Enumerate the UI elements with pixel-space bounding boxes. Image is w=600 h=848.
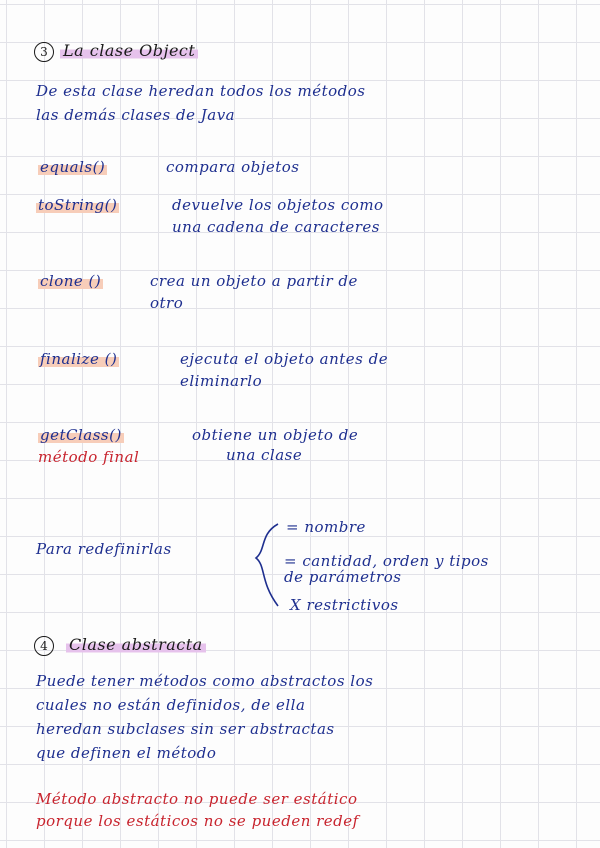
method-clone-desc-2: otro <box>150 294 184 312</box>
intro-line-1: De esta clase heredan todos los métodos <box>36 82 366 100</box>
redefine-label: Para redefinirlas <box>36 540 172 558</box>
method-tostring <box>36 196 119 214</box>
abstract-line-1: Puede tener métodos como abstractos los <box>36 672 374 690</box>
intro-line-2: las demás clases de Java <box>36 106 236 124</box>
method-clone-desc-1: crea un objeto a partir de <box>150 272 358 290</box>
method-finalize-name: finalize () <box>40 350 118 368</box>
method-tostring-name: toString() <box>38 196 118 214</box>
method-getclass-note: método final <box>38 448 140 466</box>
abstract-line-4: que definen el método <box>36 744 217 762</box>
method-finalize-desc-1: ejecuta el objeto antes de <box>180 350 389 368</box>
method-equals-name: equals() <box>40 158 106 176</box>
abstract-line-3: heredan subclases sin ser abstractas <box>36 720 335 738</box>
method-finalize <box>38 350 119 368</box>
method-getclass-desc-1: obtiene un objeto de <box>192 426 359 444</box>
abstract-warning-1: Método abstracto no puede ser estático <box>36 790 358 808</box>
redefine-item-2: = cantidad, orden y tipos <box>284 552 489 570</box>
section-3-title-text: La clase Object <box>60 41 198 60</box>
section-4-title-text: Clase abstracta <box>66 635 206 654</box>
section-number-4: 4 <box>34 636 54 656</box>
method-clone-name: clone () <box>40 272 102 290</box>
abstract-warning-2: porque los estáticos no se pueden redef <box>36 812 359 830</box>
abstract-line-2: cuales no están definidos, de ella <box>36 696 306 714</box>
method-tostring-desc-2: una cadena de caracteres <box>172 218 380 236</box>
method-getclass-desc-2: una clase <box>226 446 303 464</box>
method-equals-desc: compara objetos <box>166 158 300 176</box>
method-getclass <box>38 426 124 444</box>
brace-icon <box>246 520 286 610</box>
section-number-3: 3 <box>34 42 54 62</box>
section-3-title <box>60 42 198 60</box>
redefine-item-3: de parámetros <box>284 568 402 586</box>
method-clone <box>38 272 103 290</box>
method-getclass-name: getClass() <box>40 426 122 444</box>
redefine-item-1: = nombre <box>286 518 366 536</box>
method-equals <box>38 158 107 176</box>
section-4-title <box>66 636 206 654</box>
method-tostring-desc-1: devuelve los objetos como <box>172 196 384 214</box>
method-finalize-desc-2: eliminarlo <box>180 372 263 390</box>
redefine-item-4: X restrictivos <box>290 596 399 614</box>
